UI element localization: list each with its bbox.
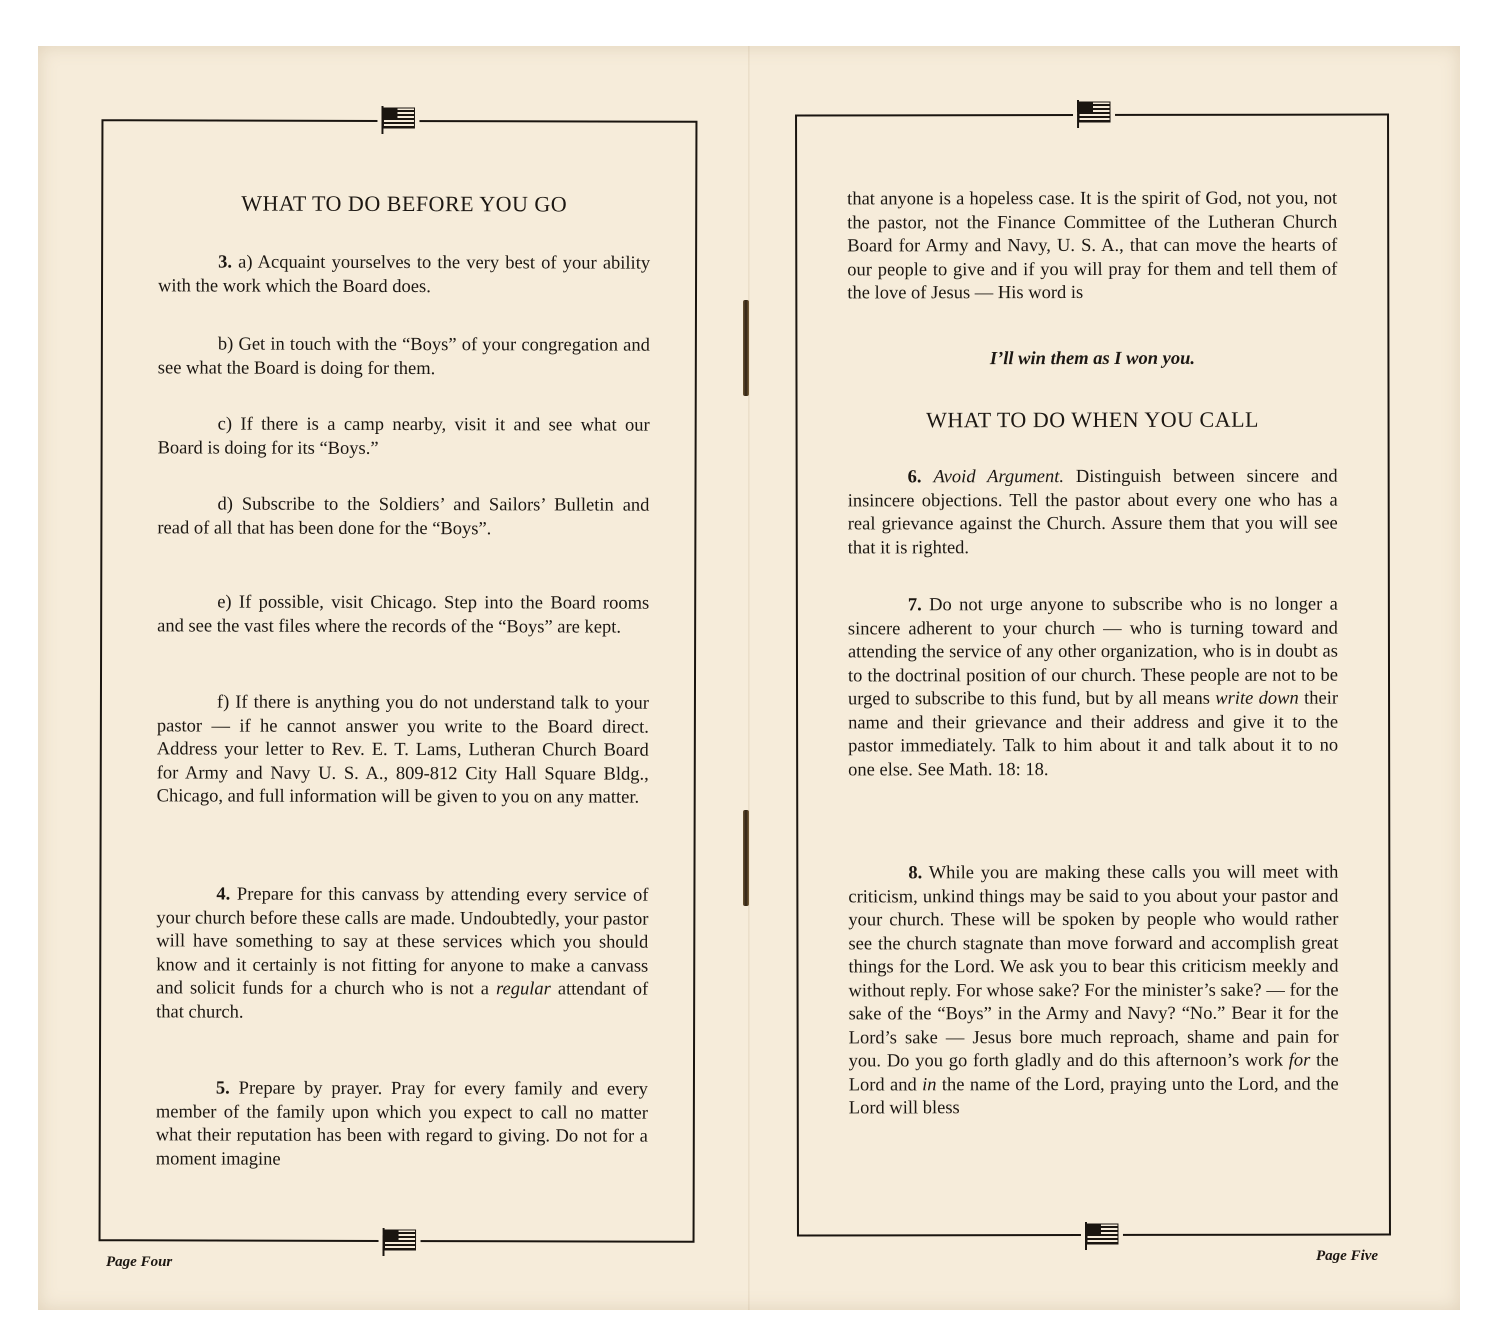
paragraph-3f: f) If there is anything you do not understand talk to your pastor — if he cannot answer you write to the Board direct. Address your letter to Rev. E. T. Lams, Lutheran Church Board for Army and Navy U. S. A., 809-812 City Hall Square Bldg., Chicago, and full information will be given to you on any matter. xyxy=(156,692,649,808)
left-page-content xyxy=(156,121,651,1240)
paragraph-text: Distinguish between sincere and insincere objections. Tell the pastor about every one who has a real grievance against the Church. Assure them that you will see that it is righted. xyxy=(847,466,1338,558)
emphasis-text: write down xyxy=(1215,688,1299,709)
page-number-right: Page Five xyxy=(1316,1248,1379,1264)
page-number-left: Page Four xyxy=(106,1254,173,1270)
continued-paragraph: that anyone is a hopeless case. It is the spirit of God, not you, not the pastor, not the Finance Committee of the Lutheran Church Board for Army and Navy, U. S. A., that can move the hearts of our people to give and if you will pray for them and tell them of the love of Jesus — His word is xyxy=(847,188,1338,304)
paragraph-3d: d) Subscribe to the Soldiers’ and Sailors’ Bulletin and read of all that has been done for the “Boys”. xyxy=(157,494,650,539)
paragraph-number: 7. xyxy=(907,595,922,616)
paragraph-6 xyxy=(848,466,1338,561)
paragraph-3c: c) If there is a camp nearby, visit it and see what our Board is doing for its “Boys.” xyxy=(157,414,650,459)
right-page-heading: WHAT TO DO WHEN YOU CALL xyxy=(926,406,1259,433)
paragraph-text: the name of the Lord, praying unto the Lord, and the Lord will bless xyxy=(848,1074,1339,1119)
paragraph-text: Prepare by prayer. Pray for every family and every member of the family upon which you expect to call no matter what their reputation has been with regard to giving. Do not for a moment imagine xyxy=(155,1078,648,1170)
paragraph-text: attendant of that church. xyxy=(156,979,649,1023)
left-page-frame xyxy=(99,119,698,1243)
emphasis-text: Avoid Argument. xyxy=(933,467,1065,488)
paragraph-text: their name and their grievance and their address and give it to the pastor immediately. Talk to him about it and talk about it to no one else. See Math. 18: 18. xyxy=(848,688,1339,780)
paragraph-text: Prepare for this canvass by attending every service of your church before these calls are made. Undoubtedly, your pastor will have something to say at these services which you should know and it certainly is not fitting for anyone to make a canvass and solicit funds for a church who is not a xyxy=(156,884,649,1000)
paragraph-5 xyxy=(156,1077,648,1172)
staple-top xyxy=(743,300,749,396)
staple-bottom xyxy=(743,810,749,906)
emphasis-text: in xyxy=(922,1074,937,1095)
quote-line: I’ll win them as I won you. xyxy=(989,348,1196,370)
emphasis-text: for xyxy=(1288,1050,1311,1071)
paragraph-text: While you are making these calls you will meet with criticism, unkind things may be said to you about your pastor and your church. These will be spoken by people who would rather see the church stagnate than move forward and accomplish great things for the Lord. We ask you to bear this criticism meekly and without reply. For whose sake? For the minister’s sake? — for the sake of the “Boys” in the Army and Navy? “No.” Bear it for the Lord’s sake — Jesus bore much reproach, shame and pain for you. Do you go forth gladly and do this afternoon’s work xyxy=(848,862,1339,1072)
paragraph-3b: b) Get in touch with the “Boys” of your congregation and see what the Board is doing for them. xyxy=(157,334,650,379)
paragraph-text: a) Acquaint yourselves to the very best of your ability with the work which the Board does. xyxy=(158,252,651,297)
paragraph-number: 5. xyxy=(215,1078,230,1099)
emphasis-text: regular xyxy=(495,979,551,1000)
paragraph-8 xyxy=(848,862,1338,1121)
paragraph-number: 8. xyxy=(908,863,923,884)
paragraph-7 xyxy=(848,594,1338,783)
left-page-heading: WHAT TO DO BEFORE YOU GO xyxy=(241,190,568,217)
booklet-spine xyxy=(748,46,750,1310)
paragraph-3e: e) If possible, visit Chicago. Step into the Board rooms and see the vast files where the records of the “Boys” are kept. xyxy=(157,592,650,638)
paragraph-number: 6. xyxy=(907,467,922,488)
paragraph-number: 3. xyxy=(218,252,232,273)
right-page-frame xyxy=(795,113,1391,1236)
paragraph-4 xyxy=(156,883,648,1025)
right-page-content xyxy=(847,116,1339,1235)
paragraph-3a xyxy=(158,251,650,299)
paragraph-number: 4. xyxy=(216,884,231,905)
paragraph-text: Do not urge anyone to subscribe who is no longer a sincere adherent to your church — who is turning toward and attending the service of any other organization, who is in doubt as to the doctrinal position of our church. These people are not to be urged to subscribe to this fund, but by all means xyxy=(847,594,1339,710)
paragraph-text: the Lord and xyxy=(848,1050,1339,1095)
